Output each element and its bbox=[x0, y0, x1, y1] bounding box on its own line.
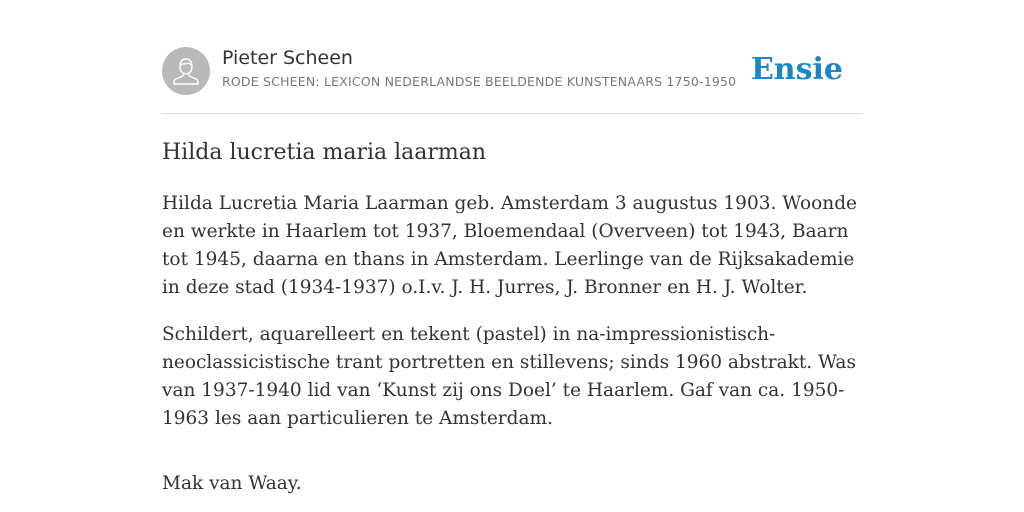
article-body bbox=[162, 190, 862, 512]
paragraph: Hilda Lucretia Maria Laarman geb. Amsterdam 3 augustus 1903. Woonde en werkte in Haarlem tot 1937, Bloemendaal (Overveen) tot 1943, Baarn tot 1945, daarna en thans in Amsterdam. Leerlinge van de Rijksakademie in deze stad (1934-1937) o.I.v. J. H. Jurres, J. Bronner en H. J. Wolter. bbox=[162, 193, 857, 298]
author-signature: Mak van Waay. bbox=[162, 473, 302, 494]
article-header bbox=[162, 46, 862, 96]
author-name[interactable]: Pieter Scheen bbox=[222, 47, 353, 69]
author-avatar[interactable] bbox=[162, 47, 210, 95]
header-divider bbox=[162, 113, 862, 114]
user-placeholder-icon bbox=[162, 47, 210, 95]
article-title: Hilda lucretia maria laarman bbox=[162, 140, 487, 165]
paragraph: Schildert, aquarelleert en tekent (pastel) in na-impressionistisch-neoclassicistische trant portretten en stillevens; sinds 1960 abstrakt. Was van 1937-1940 lid van ‘Kunst zij ons Doel’ te Haarlem. Gaf van ca. 1950-1963 les aan particulieren te Amsterdam. bbox=[162, 324, 856, 429]
source-title[interactable]: RODE SCHEEN: LEXICON NEDERLANDSE BEELDENDE KUNSTENAARS 1750-1950 bbox=[222, 74, 737, 89]
ensie-logo[interactable]: Ensie bbox=[750, 52, 843, 87]
